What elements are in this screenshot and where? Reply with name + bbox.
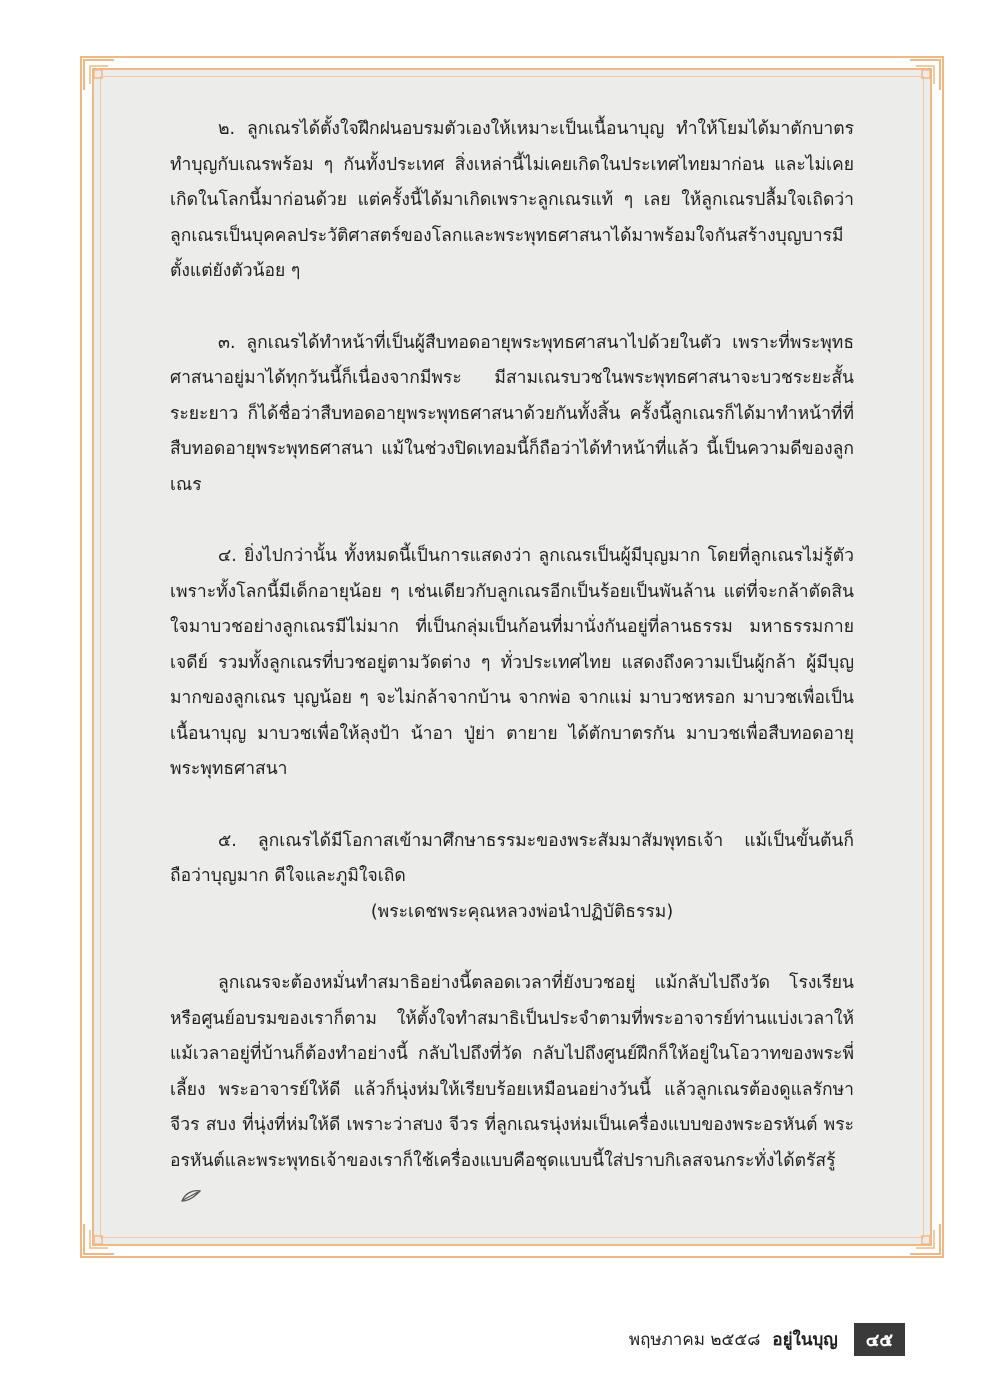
corner-ornament-icon — [908, 58, 942, 92]
issue-date: พฤษภาคม ๒๕๕๘ — [628, 1329, 761, 1350]
closing-paragraph — [170, 966, 854, 1215]
corner-ornament-icon — [82, 58, 116, 92]
page-footer — [629, 1324, 905, 1354]
paragraph-5: ๕. ลูกเณรได้มีโอกาสเข้ามาศึกษาธรรมะของพระสัมมาสัมพุทธเจ้า แม้เป็นขั้นต้นก็ถือว่าบุญมาก ดีใจและภูมิใจเถิด — [170, 830, 854, 886]
paragraph-4: ๔. ยิ่งไปกว่านั้น ทั้งหมดนี้เป็นการแสดงว่า ลูกเณรเป็นผู้มีบุญมาก โดยที่ลูกเณรไม่รู้ตัว เพราะทั้งโลกนี้มีเด็กอายุน้อย ๆ เช่นเดียวกับลูกเณรอีกเป็นร้อยเป็นพันล้าน แต่ที่จะกล้าตัดสินใจมาบวชอย่างลูกเณรมีไม่มาก ที่เป็นกลุ่มเป็นก้อนที่มานั่งกันอยู่ที่ลานธรรม มหาธรรมกายเจดีย์ รวมทั้งลูกเณรที่บวชอยู่ตามวัดต่าง ๆ ทั่วประเทศไทย แสดงถึงความเป็นผู้กล้า ผู้มีบุญมากของลูกเณร บุญน้อย ๆ จะไม่กล้าจากบ้าน จากพ่อ จากแม่ มาบวชหรอก มาบวชเพื่อเป็นเนื้อนาบุญ มาบวชเพื่อให้ลุงป้า น้าอา ปู่ย่า ตายาย ได้ตักบาตรกัน มาบวชเพื่อสืบทอดอายุพระพุทธศาสนา — [170, 546, 854, 779]
paragraph-3: ๓. ลูกเณรได้ทำหน้าที่เป็นผู้สืบทอดอายุพระพุทธศาสนาไปด้วยในตัว เพราะที่พระพุทธศาสนาอยู่มาได้ทุกวันนี้ก็เนื่องจากมีพระ มีสามเณรบวชในพระพุทธศาสนาจะบวชระยะสั้น ระยะยาว ก็ได้ชื่อว่าสืบทอดอายุพระพุทธศาสนาด้วยกันทั้งสิ้น ครั้งนี้ลูกเณรก็ได้มาทำหน้าที่ที่สืบทอดอายุพระพุทธศาสนา แม้ในช่วงปิดเทอมนี้ก็ถือว่าได้ทำหน้าที่แล้ว นี้เป็นความดีของลูกเณร — [170, 332, 854, 495]
article-body — [170, 112, 854, 1251]
corner-ornament-icon — [82, 1222, 116, 1256]
citation: (พระเดชพระคุณหลวงพ่อนำปฏิบัติธรรม) — [370, 901, 674, 922]
corner-ornament-icon — [908, 1222, 942, 1256]
leaf-end-mark-icon — [180, 1189, 202, 1203]
closing-paragraph-text: ลูกเณรจะต้องหมั่นทำสมาธิอย่างนี้ตลอดเวลาที่ยังบวชอยู่ แม้กลับไปถึงวัด โรงเรียน หรือศูนย์อบรมของเราก็ตาม ให้ตั้งใจทำสมาธิเป็นประจำตามที่พระอาจารย์ท่านแบ่งเวลาให้ แม้เวลาอยู่ที่บ้านก็ต้องทำอย่างนี้ กลับไปถึงที่วัด กลับไปถึงศูนย์ฝึกก็ให้อยู่ในโอวาทของพระพี่เลี้ยง พระอาจารย์ให้ดี แล้วก็นุ่งห่มให้เรียบร้อยเหมือนอย่างวันนี้ แล้วลูกเณรต้องดูแลรักษาจีวร สบง ที่นุ่งที่ห่มให้ดี เพราะว่าสบง จีวร ที่ลูกเณรนุ่งห่มเป็นเครื่องแบบของพระอรหันต์ พระอรหันต์และพระพุทธเจ้าของเราก็ใช้เครื่องแบบคือชุดแบบนี้ใส่ปราบกิเลสจนกระทั่งได้ตรัสรู้ — [170, 973, 854, 1171]
paragraph-2: ๒. ลูกเณรได้ตั้งใจฝึกฝนอบรมตัวเองให้เหมาะเป็นเนื้อนาบุญ ทำให้โยมได้มาตักบาตร ทำบุญกับเณรพร้อม ๆ กันทั้งประเทศ สิ่งเหล่านี้ไม่เคยเกิดในประเทศไทยมาก่อน และไม่เคยเกิดในโลกนี้มาก่อนด้วย แต่ครั้งนี้ได้มาเกิดเพราะลูกเณรแท้ ๆ เลย ให้ลูกเณรปลื้มใจเถิดว่า ลูกเณรเป็นบุคคลประวัติศาสตร์ของโลกและพระพุทธศาสนาได้มาพร้อมใจกันสร้างบุญบารมีตั้งแต่ยังตัวน้อย ๆ — [170, 119, 854, 281]
magazine-name: อยู่ในบุญ — [772, 1329, 838, 1350]
page-number-badge: ๔๕ — [854, 1323, 905, 1356]
